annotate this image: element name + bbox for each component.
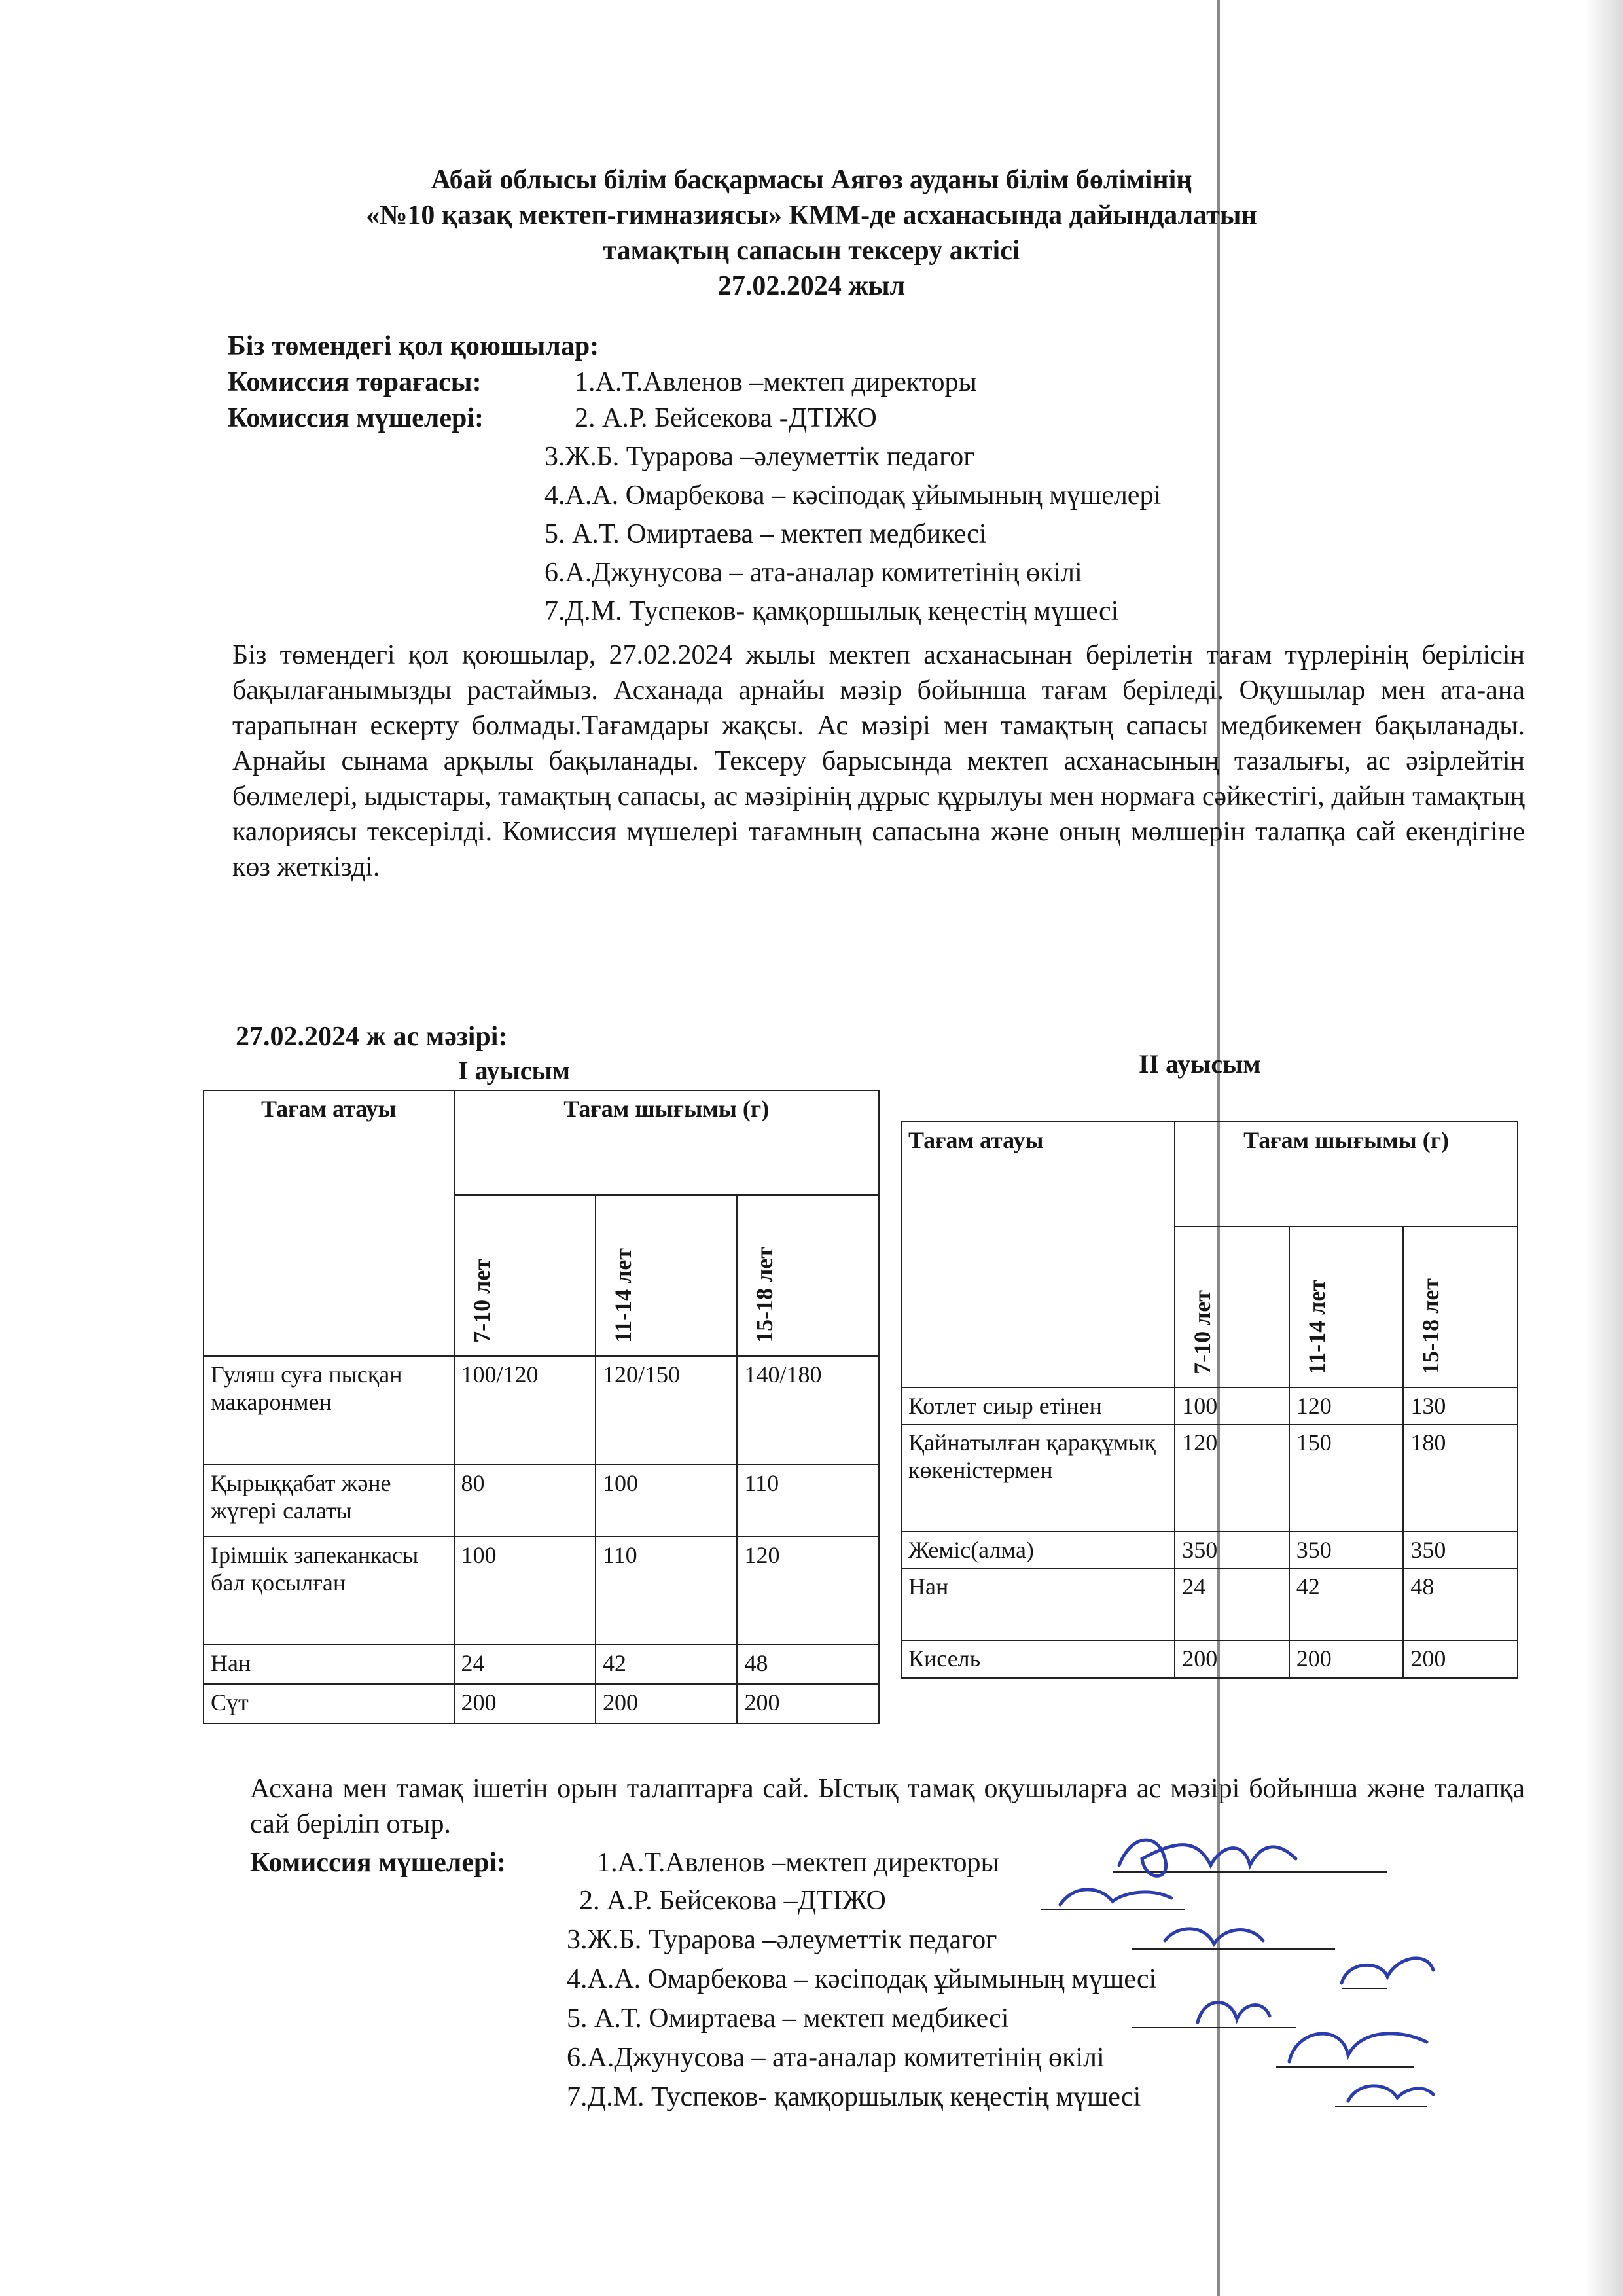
dish-yield: 200 <box>1289 1640 1404 1678</box>
dish-yield: 150 <box>1289 1424 1404 1532</box>
dish-yield: 42 <box>596 1645 737 1684</box>
dish-yield: 350 <box>1403 1532 1518 1568</box>
member-4: 4.А.А. Омарбекова – кәсіподақ ұйымының мүшелері <box>544 480 1162 511</box>
dish-name: Сүт <box>204 1684 454 1723</box>
signers-label: Біз төмендегі қол қоюшылар: <box>228 331 599 361</box>
header-date: 27.02.2024 жыл <box>717 271 906 301</box>
dish-yield: 100 <box>596 1465 737 1537</box>
dish-yield: 140/180 <box>737 1356 879 1465</box>
dish-yield: 80 <box>454 1465 596 1537</box>
dish-yield: 110 <box>737 1465 879 1537</box>
table-row <box>901 1532 1518 1568</box>
dish-name: Нан <box>204 1645 454 1684</box>
footer-signer-7: 7.Д.М. Туспеков- қамқоршылық кеңестің мүшесі <box>567 2082 1141 2112</box>
table-row <box>204 1684 879 1723</box>
dish-yield: 120 <box>1175 1424 1289 1532</box>
header-line-2: «№10 қазақ мектеп-гимназиясы» КММ-де асханасында дайындалатын <box>366 200 1257 230</box>
dish-yield: 100 <box>1175 1388 1289 1424</box>
age-header <box>737 1195 879 1356</box>
dish-yield: 120 <box>1289 1388 1404 1424</box>
footer-signer-4: 4.А.А. Омарбекова – кәсіподақ ұйымының мүшесі <box>567 1964 1157 1994</box>
dish-yield: 350 <box>1175 1532 1289 1568</box>
dish-yield: 130 <box>1403 1388 1518 1424</box>
signatures-graphic <box>1034 1820 1440 2127</box>
dish-name: Гуляш суға пысқан макаронмен <box>204 1356 454 1465</box>
table-row <box>204 1465 879 1537</box>
age-header <box>454 1195 596 1356</box>
footer-members-label: Комиссия мүшелері: <box>250 1848 507 1878</box>
dish-name: Котлет сиыр етінен <box>901 1388 1175 1424</box>
table-row <box>204 1537 879 1645</box>
member-7: 7.Д.М. Туспеков- қамқоршылық кеңестің мүшесі <box>544 596 1119 626</box>
header-line-3: тамақтың сапасын тексеру актісі <box>603 236 1020 266</box>
chair-label: Комиссия төрағасы: <box>228 367 482 397</box>
dish-name: Нан <box>901 1568 1175 1640</box>
dish-yield: 48 <box>737 1645 879 1684</box>
age-label: 7-10 лет <box>1189 1290 1216 1374</box>
dish-yield: 200 <box>737 1684 879 1723</box>
table-row <box>204 1356 879 1465</box>
table-row <box>901 1568 1518 1640</box>
footer-signer-3: 3.Ж.Б. Турарова –әлеуметтік педагог <box>567 1925 997 1955</box>
dish-yield: 200 <box>1403 1640 1518 1678</box>
menu-table-shift1 <box>203 1090 880 1724</box>
age-header <box>1175 1227 1289 1388</box>
dish-name: Қырыққабат және жүгері салаты <box>204 1465 454 1537</box>
table-row <box>901 1640 1518 1678</box>
dish-yield: 100 <box>454 1537 596 1645</box>
dish-name: Қайнатылған қарақұмық көкеністермен <box>901 1424 1175 1532</box>
signature-scribble <box>1060 1890 1171 1905</box>
dish-yield: 100/120 <box>454 1356 596 1465</box>
dish-name: Ірімшік запеканкасы бал қосылған <box>204 1537 454 1645</box>
signature-scribble <box>1289 2034 1427 2062</box>
age-label: 11-14 лет <box>610 1248 636 1343</box>
col-header-yield: Тағам шығымы (г) <box>1175 1122 1518 1227</box>
footer-signer-1: 1.А.Т.Авленов –мектеп директоры <box>597 1848 999 1878</box>
dish-yield: 200 <box>1175 1640 1289 1678</box>
age-header <box>596 1195 737 1356</box>
dish-yield: 120 <box>737 1537 879 1645</box>
col-header-name: Тағам атауы <box>901 1122 1175 1388</box>
dish-yield: 42 <box>1289 1568 1404 1640</box>
shift1-title: I ауысым <box>458 1056 570 1085</box>
members-label: Комиссия мүшелері: <box>228 403 484 433</box>
menu-table-shift2 <box>901 1121 1518 1679</box>
age-label: 15-18 лет <box>751 1247 778 1343</box>
chair-name: 1.А.Т.Авленов –мектеп директоры <box>575 367 977 397</box>
member-5: 5. А.Т. Омиртаева – мектеп медбикесі <box>544 519 987 549</box>
dish-yield: 200 <box>596 1684 737 1723</box>
header-line-1: Абай облысы білім басқармасы Аягөз ауданы білім бөлімінің <box>431 165 1192 195</box>
dish-yield: 200 <box>454 1684 596 1723</box>
footer-signer-5: 5. А.Т. Омиртаева – мектеп медбикесі <box>567 2003 1009 2034</box>
member-6: 6.А.Джунусова – ата-аналар комитетінің өкілі <box>544 558 1082 588</box>
table-row <box>204 1645 879 1684</box>
footer-signer-6: 6.А.Джунусова – ата-аналар комитетінің өкілі <box>567 2043 1105 2073</box>
conclusion-text: Асхана мен тамақ ішетін орын талаптарға сай. Ыстық тамақ оқушыларға ас мәзірі бойынша және талапқа сай беріліп отыр. <box>250 1774 1525 1839</box>
act-body-text: Біз төмендегі қол қоюшылар, 27.02.2024 жылы мектеп асханасынан берілетін тағам түрлерінің берілісін бақылағанымызды растаймыз. Асханада арнайы мәзір бойынша тағам беріледі. Оқушылар мен ата-ана тарапынан ескерту болмады.Тағамдары жақсы. Ас мәзірі мен тамақтың сапасы медбикемен бақыланады. Арнайы сынама арқылы бақыланады. Тексеру барысында мектеп асханасының тазалығы, ас әзірлейтін бөлмелері, ыдыстары, тамақтың сапасы, ас мәзірінің дұрыс құрылуы мен нормаға сәйкестігі, дайын тамақтың калориясы тексерілді. Комиссия мүшелері тағамның сапасына және оның мөлшерін талапқа сай екендігіне көз жеткізді. <box>232 640 1525 882</box>
footer-signer-2: 2. А.Р. Бейсекова –ДТІЖО <box>579 1886 886 1916</box>
dish-yield: 180 <box>1403 1424 1518 1532</box>
signature-scribble <box>1119 1840 1296 1876</box>
age-header <box>1403 1227 1518 1388</box>
shift2-title: II ауысым <box>1139 1049 1261 1079</box>
dish-yield: 48 <box>1403 1568 1518 1640</box>
age-header <box>1289 1227 1404 1388</box>
dish-yield: 24 <box>1175 1568 1289 1640</box>
table-row <box>901 1388 1518 1424</box>
signature-scribble <box>1348 2086 1433 2101</box>
member-2: 2. А.Р. Бейсекова -ДТІЖО <box>575 403 877 433</box>
col-header-name: Тағам атауы <box>204 1090 454 1356</box>
age-label: 15-18 лет <box>1418 1278 1444 1374</box>
dish-name: Кисель <box>901 1640 1175 1678</box>
dish-yield: 120/150 <box>596 1356 737 1465</box>
member-3: 3.Ж.Б. Турарова –әлеуметтік педагог <box>544 442 975 472</box>
age-label: 7-10 лет <box>468 1259 495 1343</box>
table-row <box>901 1424 1518 1532</box>
menu-label: 27.02.2024 ж ас мәзірі: <box>236 1022 508 1052</box>
signature-scribble <box>1165 1929 1263 1944</box>
dish-yield: 24 <box>454 1645 596 1684</box>
age-label: 11-14 лет <box>1303 1280 1330 1374</box>
dish-yield: 350 <box>1289 1532 1404 1568</box>
signature-scribble <box>1342 1958 1433 1983</box>
scan-artifact-edge <box>1584 0 1623 2296</box>
col-header-yield: Тағам шығымы (г) <box>454 1090 879 1195</box>
dish-name: Жеміс(алма) <box>901 1532 1175 1568</box>
signature-scribble <box>1198 2002 1270 2022</box>
dish-yield: 110 <box>596 1537 737 1645</box>
